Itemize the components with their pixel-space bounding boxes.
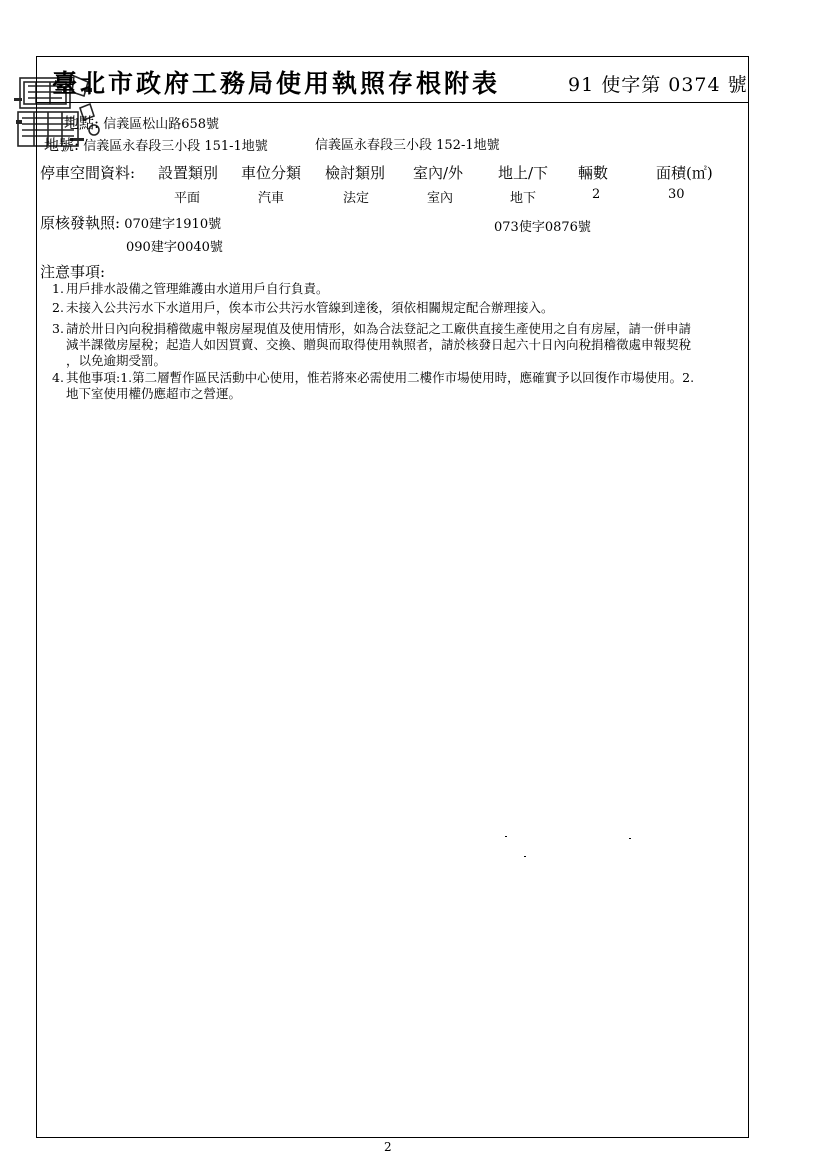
note-number: 4. <box>52 370 64 385</box>
note-continuation: 地下室使用權仍應超市之營運。 <box>66 386 242 401</box>
parking-value-level: 地下 <box>510 191 537 206</box>
address-value: 信義區松山路658號 <box>103 117 220 132</box>
scan-speck <box>505 836 507 837</box>
note-number: 2. <box>52 300 64 315</box>
note-item-2 <box>52 300 752 316</box>
notes-title: 注意事項: <box>40 263 106 281</box>
parking-value-review: 法定 <box>343 191 370 206</box>
original-license-label: 原核發執照: <box>40 214 121 232</box>
address-row <box>64 112 219 133</box>
note-number: 3. <box>52 321 64 336</box>
parking-header-review: 檢討類別 <box>325 164 386 182</box>
parking-header-class: 車位分類 <box>241 164 302 182</box>
note-number: 1. <box>52 281 64 296</box>
title-divider <box>36 102 749 103</box>
document-title: 臺北市政府工務局使用執照存根附表 <box>52 69 501 98</box>
page-number: 2 <box>384 1140 392 1154</box>
parking-header-indoor: 室內/外 <box>413 164 464 182</box>
note-text: 其他事項:1.第二層暫作區民活動中心使用，惟若將來必需使用二樓作市場使用時，應確實予以回復作市場使用。2. <box>66 370 695 385</box>
note-text: 用戶排水設備之管理維護由水道用戶自行負責。 <box>66 281 329 296</box>
note-text: 未接入公共污水下水道用戶，俟本市公共污水管線到達後，須依相關規定配合辦理接入。 <box>66 300 554 315</box>
lot-row <box>44 134 268 155</box>
scan-speck <box>629 838 631 839</box>
parking-header-type: 設置類別 <box>158 164 219 182</box>
lot-value-1: 信義區永春段三小段 151-1地號 <box>83 139 268 154</box>
parking-header-count: 輛數 <box>578 164 609 182</box>
note-continuation: ，以免逾期受罰。 <box>66 353 167 368</box>
parking-label: 停車空間資料: <box>40 164 136 182</box>
parking-value-indoor: 室內 <box>427 191 454 206</box>
parking-header-area: 面積(㎡) <box>656 164 713 182</box>
original-license-row <box>40 212 221 233</box>
license-number: 91 使字第 0374 號 <box>568 74 748 96</box>
note-item-4 <box>52 370 752 402</box>
lot-label: 地號: <box>44 136 80 154</box>
note-item-3 <box>52 321 752 369</box>
parking-value-area: 30 <box>668 187 685 202</box>
parking-value-count: 2 <box>592 187 601 202</box>
scan-speck <box>524 856 526 857</box>
parking-value-class: 汽車 <box>258 191 285 206</box>
original-license-2: 073使字0876號 <box>494 220 591 235</box>
note-item-1 <box>52 281 752 297</box>
parking-header-level: 地上/下 <box>498 164 549 182</box>
address-label: 地點: <box>64 114 100 132</box>
parking-value-type: 平面 <box>174 191 201 206</box>
original-license-3: 090建字0040號 <box>126 240 223 255</box>
lot-value-2: 信義區永春段三小段 152-1地號 <box>315 138 500 153</box>
original-license-1: 070建字1910號 <box>124 217 222 232</box>
note-text: 請於卅日內向稅捐稽徵處申報房屋現值及使用情形，如為合法登記之工廠供直接生產使用之自有房屋，請一併申請 <box>66 321 692 336</box>
note-continuation: 減半課徵房屋稅；起造人如因買賣、交換、贈與而取得使用執照者，請於核發日起六十日內向稅捐稽徵處申報契稅 <box>66 337 692 352</box>
